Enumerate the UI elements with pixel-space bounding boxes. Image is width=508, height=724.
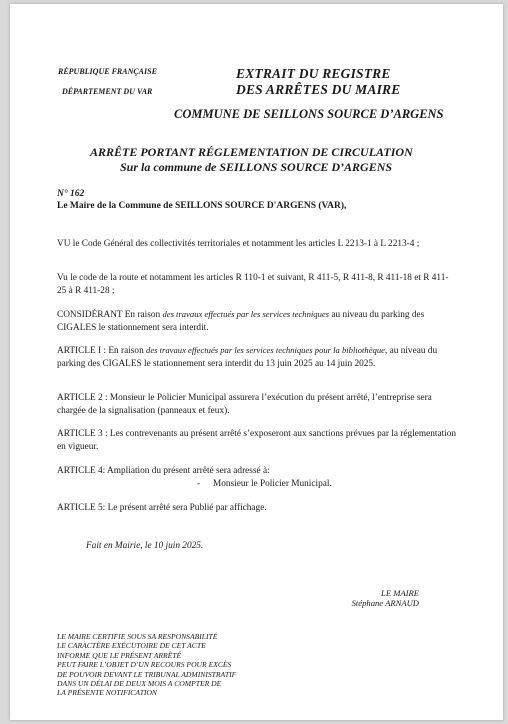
certification-line: DE POUVOIR DEVANT LE TRIBUNAL ADMINISTRATIF	[57, 669, 237, 679]
certification-notice	[57, 632, 236, 698]
vu-clause-1: VU le Code Général des collectivités territoriales et notamment les articles L 2213-1 à L 2213-4 ;	[57, 239, 420, 249]
document-page	[10, 4, 503, 720]
signature-name: Stéphane ARNAUD	[351, 598, 419, 608]
place-date: Fait en Mairie, le 10 juin 2025.	[86, 541, 204, 551]
article-3: ARTICLE 3 : Les contrevenants au présent arrêté s’exposeront aux sanctions prévues par la réglementation en vigueur.	[57, 429, 457, 452]
certification-line: LE MAIRE CERTIFIE SOUS SA RESPONSABILITÉ	[57, 632, 218, 641]
article-4-recipient: Monsieur le Policier Municipal.	[213, 479, 332, 489]
certification-line: DANS UN DÉLAI DE DEUX MOIS A COMPTER DE	[57, 679, 222, 689]
register-title-line2: DES ARRÊTES DU MAIRE	[236, 82, 401, 97]
vu-clause-2: Vu le code de la route et notamment les articles R 110-1 et suivant, R 411-5, R 411-8, R 411-18 et R 411-25 à R 411-28 ;	[57, 273, 449, 296]
signature-block	[352, 588, 419, 608]
arrete-title-line2: Sur la commune de SEILLONS SOURCE D’ARGENS	[120, 160, 393, 174]
arrete-number: N° 162	[57, 189, 85, 199]
mayor-intro: Le Maire de la Commune de SEILLONS SOURCE D'ARGENS (VAR),	[57, 201, 347, 211]
certification-line: LA PRÉSENTE NOTIFICATION	[57, 688, 157, 698]
commune-heading: COMMUNE DE SEILLONS SOURCE D’ARGENS	[174, 107, 444, 121]
certification-line: PEUT FAIRE L’OBJET D’UN RECOURS POUR EXCÈS	[57, 660, 232, 670]
certification-line: LE CARACTÈRE EXÉCUTOIRE DE CET ACTE	[57, 641, 206, 651]
arrete-title-line1: ARRÊTE PORTANT RÉGLEMENTATION DE CIRCULATION	[90, 145, 413, 159]
article-4-bullet: -	[197, 479, 201, 489]
article-1-italic: des travaux effectués par les services techniques pour la bibliothèque	[146, 345, 385, 355]
considerant-italic: des travaux effectués par les services techniques	[162, 309, 330, 319]
article-2: ARTICLE 2 : Monsieur le Policier Municipal assurera l’exécution du présent arrêté, l’entreprise sera chargée de la signalisation (panneaux et feux).	[57, 393, 432, 416]
certification-line: INFORME QUE LE PRÉSENT ARRÊTÉ	[57, 650, 182, 660]
register-title-line1: EXTRAIT DU REGISTRE	[236, 66, 391, 81]
signature-role: LE MAIRE	[381, 588, 419, 598]
article-5: ARTICLE 5: Le présent arrêté sera Publié par affichage.	[57, 503, 267, 513]
article-4-line: ARTICLE 4: Ampliation du présent arrêté sera adressé à:	[57, 466, 270, 476]
article-4	[57, 465, 457, 491]
republic-label: RÉPUBLIQUE FRANÇAISE	[58, 67, 157, 76]
article-1: ARTICLE I : En raison des travaux effectués par les services techniques pour la bibliothèque, au niveau du parking des CIGALES le stationnement sera interdit du 13 juin 2025 au 14 juin 2025.	[57, 345, 438, 369]
considerant-clause: CONSIDÉRANT En raison des travaux effectués par les services techniques au niveau du parking des CIGALES le stationnement sera interdit.	[57, 309, 425, 333]
department-label: DÉPARTEMENT DU VAR	[62, 87, 153, 96]
